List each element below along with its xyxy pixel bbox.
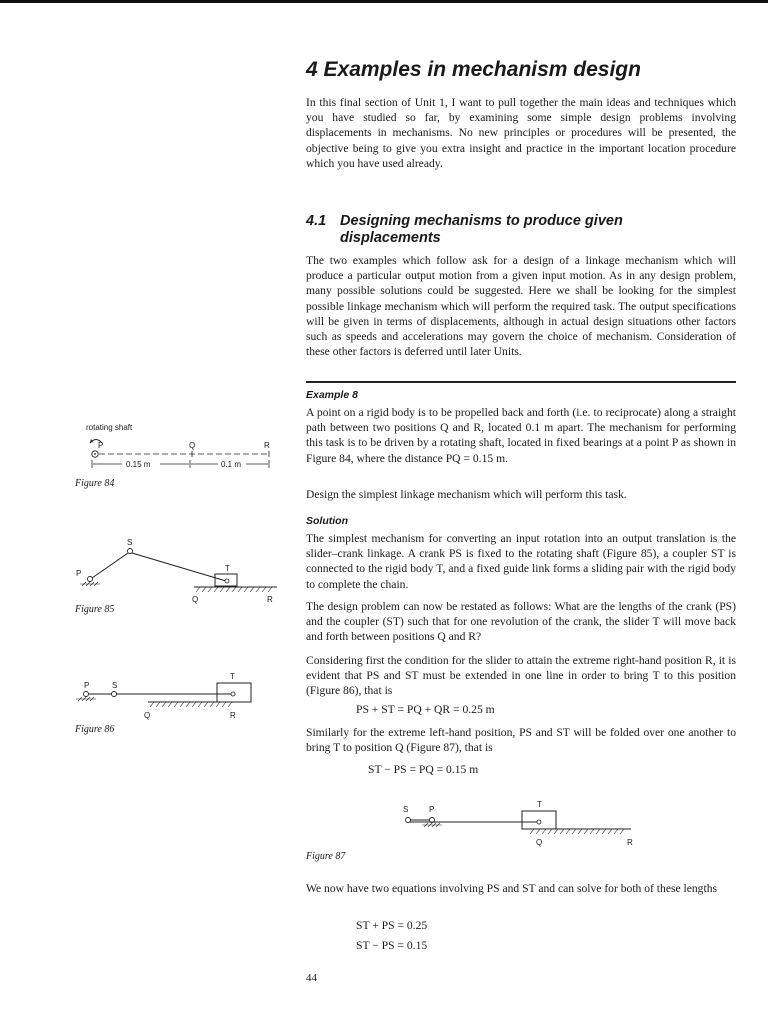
fig86-label-q: Q [144,711,151,720]
fig84-dim-qr: 0.1 m [221,460,242,469]
example-title: Example 8 [306,389,358,401]
fig86-label-t: T [230,672,235,681]
solution-paragraph-3: Considering first the condition for the slider to attain the extreme right-hand position R, it is evident that PS and ST must be extended in one line in order to bring T to this position (Figure 86), that is [306,654,736,698]
coupler-st [132,553,226,581]
fig86-label-p: P [84,681,90,690]
fig87-label-r: R [627,838,633,847]
top-border [0,0,768,3]
figure-87-caption: Figure 87 [306,851,346,862]
solution-paragraph-4: Similarly for the extreme left-hand position, PS and ST will be folded over one another to bring T to position Q (Figure 87), that is [306,726,736,755]
pivot-p-icon [88,577,93,582]
section-heading: 4 Examples in mechanism design [306,58,641,81]
fig85-label-q: Q [192,595,199,604]
fig86-label-s: S [112,681,118,690]
equation-1: PS + ST = PQ + QR = 0.25 m [356,703,495,716]
example-divider [306,381,736,383]
ground-hatch-icon [150,702,232,707]
joint-s-icon [406,818,411,823]
fig85-label-p: P [76,569,82,578]
figure-87-diagram [396,798,646,850]
equation-2: ST − PS = PQ = 0.15 m [368,763,479,776]
fig87-label-t: T [537,800,542,809]
figure-86-caption: Figure 86 [75,724,115,735]
figure-86-diagram [74,668,284,724]
subsection-heading: 4.1 Designing mechanisms to produce given displacements [306,213,623,246]
crank-ps [92,553,128,578]
solution-paragraph-5: We now have two equations involving PS and ST and can solve for both of these lengths [306,882,718,895]
ground-hatch-icon [530,829,624,834]
fig84-label-p: P [98,441,104,450]
example-paragraph: A point on a rigid body is to be propelled back and forth (i.e. to reciprocate) along a straight path between two positions Q and R, located 0.1 m apart. The mechanism for performing this task is to be driven by a rotating shaft, located in fixed bearings at a point P as shown in Figure 84, where the distance PQ = 0.15 m. [306,406,736,465]
figure-84-caption: Figure 84 [75,478,115,489]
example-task: Design the simplest linkage mechanism which will perform this task. [306,488,627,501]
subsection-paragraph: The two examples which follow ask for a design of a linkage mechanism which will produce a particular output motion from a given input motion. As in any design problem, many possible solutions could be suggested. Here we shall be looking for the simplest possible linkage mechanism which will perform the required task. The output specifications will be given in terms of displacements, although in actual design situations other factors such as speeds and accelerations may govern the choice of mechanism. Consideration of these other factors is deferred until later Units. [306,254,736,359]
ground-hatch-p-icon [76,697,96,701]
equation-3: ST + PS = 0.25 [356,919,428,932]
figure-84-diagram [86,420,286,478]
joint-t-icon [231,692,235,696]
fig86-label-r: R [230,711,236,720]
fig85-label-t: T [225,564,230,573]
solution-title: Solution [306,515,348,527]
solution-paragraph-1: The simplest mechanism for converting an input rotation into an output translation is the slider–crank linkage. A crank PS is fixed to the rotating shaft (Figure 85), a coupler ST is connected to the rigid body T, and a fixed guide link forms a sliding pair with the rigid body to complete the chain. [306,532,736,591]
joint-t-icon [537,820,541,824]
ground-hatch-p-icon [422,823,442,827]
joint-s-icon [128,549,133,554]
ground-hatch-icon [196,587,272,592]
fig84-label-q: Q [189,441,196,450]
fig87-label-s: S [403,805,409,814]
pivot-p-icon [84,692,89,697]
ground-hatch-p-icon [80,582,100,586]
fig87-label-p: P [429,805,435,814]
fig85-label-r: R [267,595,273,604]
equation-4: ST − PS = 0.15 [356,939,428,952]
fig84-title: rotating shaft [86,423,133,432]
fig84-label-r: R [264,441,270,450]
figure-85-caption: Figure 85 [75,604,115,615]
fig85-label-s: S [127,538,133,547]
joint-s-icon [112,692,117,697]
joint-t-icon [225,579,229,583]
intro-paragraph: In this final section of Unit 1, I want to pull together the main ideas and techniques which you have studied so far, by examining some simple design problems involving displacements in mechanisms. No new principles or procedures will be presented, the objective being to give you extra insight and practice in the important location procedure which you have used already. [306,96,736,170]
solution-paragraph-2: The design problem can now be restated as follows: What are the lengths of the crank (PS) and the coupler (ST) such that for one revolution of the crank, the slider T will move back and forth between positions Q and R? [306,600,736,644]
fig87-label-q: Q [536,838,543,847]
fig84-dim-pq: 0.15 m [126,460,151,469]
figure-85-diagram [74,536,284,606]
shaft-center-icon [94,453,96,455]
page-number: 44 [306,972,317,984]
